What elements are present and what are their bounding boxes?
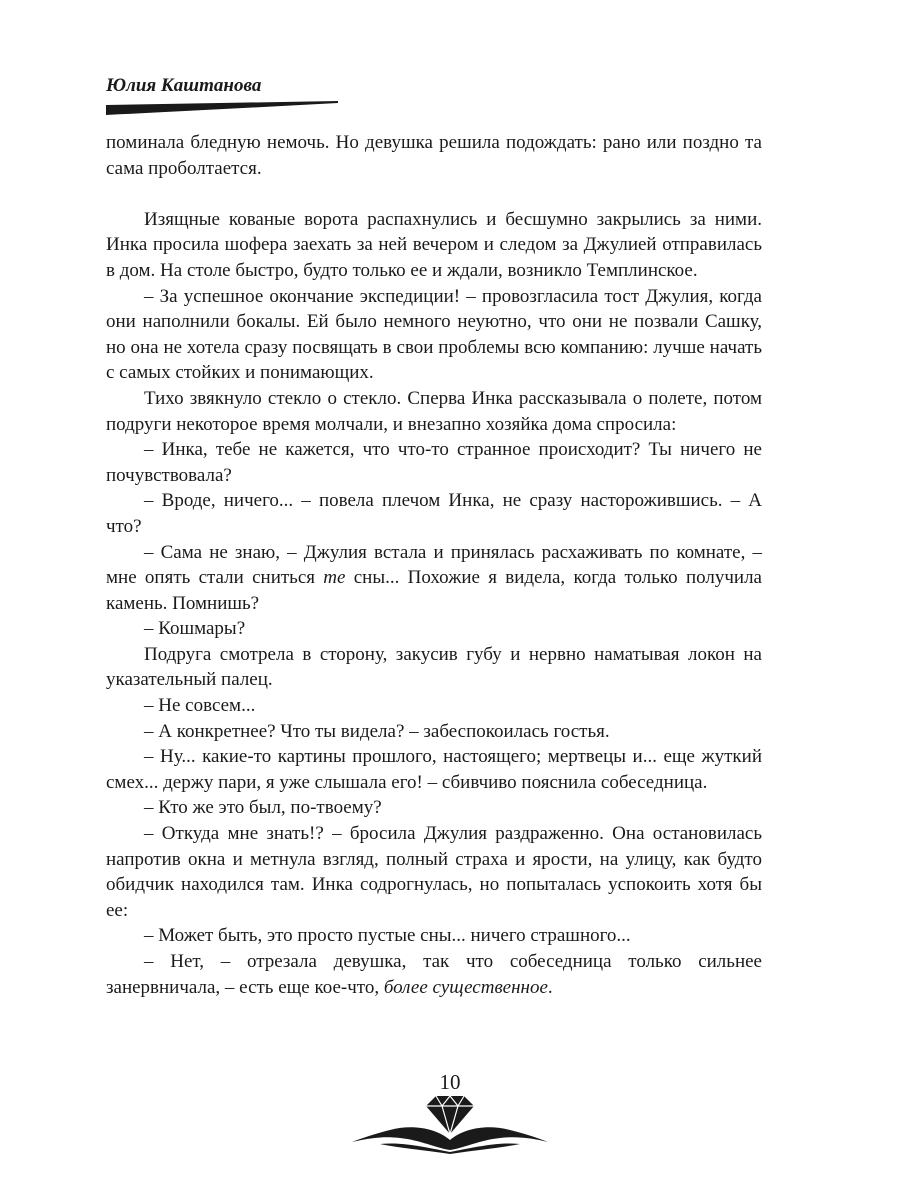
paragraph: – Ну... какие-то картины прошлого, настоящего; мертвецы и... еще жуткий смех... держу пари, я уже слышала его! – сбивчиво пояснила собеседница. [106,746,762,793]
paragraph: – Сама не знаю, – Джулия встала и принялась расхаживать по комнате, – мне опять стали сниться те сны... Похожие я видела, когда только получила камень. Помнишь? [106,541,762,614]
paragraph: – Кто же это был, по-твоему? [144,797,382,819]
paragraph: – Откуда мне знать!? – бросила Джулия раздраженно. Она остановилась напротив окна и метнула взгляд, полный страха и ярости, на улицу, как будто обидчик находился там. Инка содрогнулась, но попыталась успокоить хотя бы ее: [106,823,762,921]
paragraph: – Не совсем... [144,695,256,717]
italic-emphasis: те [323,567,346,589]
paragraph: – А конкретнее? Что ты видела? – забеспокоилась гостья. [144,720,610,742]
author-name: Юлия Каштанова [106,75,262,96]
body-text [106,130,762,1000]
paragraph: – Вроде, ничего... – повела плечом Инка, не сразу насторожившись. – А что? [106,490,762,537]
paragraph: – Кошмары? [144,618,246,640]
header-rule [106,101,338,115]
paragraph: Подруга смотрела в сторону, закусив губу и нервно наматывая локон на указательный палец. [106,643,762,691]
italic-emphasis: более существенное [383,976,548,998]
diamond-ornament [350,1092,550,1154]
page-number: 10 [439,1070,461,1094]
paragraph: – Инка, тебе не кажется, что что-то странное происходит? Ты ничего не почувствовала? [106,439,762,486]
running-header [106,74,346,115]
paragraph: Тихо звякнуло стекло о стекло. Сперва Инка рассказывала о полете, потом подруги некоторое время молчали, и внезапно хозяйка дома спросила: [106,387,762,435]
diamond-icon [426,1096,474,1134]
paragraph: – Может быть, это просто пустые сны... ничего страшного... [144,925,631,947]
paragraph: – Нет, – отрезала девушка, так что собеседница только сильнее занервничала, – есть еще кое-что, более существенное. [106,951,762,998]
paragraph: Изящные кованые ворота распахнулись и бесшумно закрылись за ними. Инка просила шофера заехать за ней вечером и следом за Джулией отправилась в дом. На столе быстро, будто только ее и ждали, возникло Темплинское. [106,208,762,281]
paragraph: поминала бледную немочь. Но девушка решила подождать: рано или поздно та сама проболтается. [106,132,762,179]
paragraph: – За успешное окончание экспедиции! – провозгласила тост Джулия, когда они наполнили бокалы. Ей было немного неуютно, что они не позвали Сашку, но она не хотела сразу посвящать в свои проблемы всю компанию: лучше начать с самых стойких и понимающих. [106,285,762,384]
